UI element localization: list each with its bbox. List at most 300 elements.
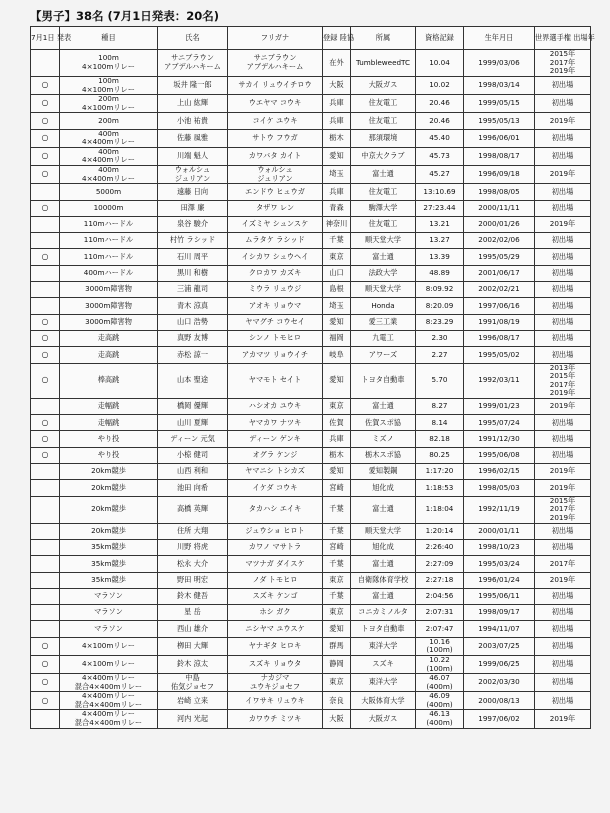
record-cell: 10.04: [416, 50, 464, 77]
name-cell: 真野 友博: [158, 330, 228, 346]
worlds-cell: 2019年: [535, 113, 591, 129]
announced-mark: ○: [31, 129, 60, 147]
header-cell: フリガナ: [228, 27, 323, 50]
event-cell: 110mハードル: [60, 233, 158, 249]
table-row: [31, 415, 591, 431]
name-cell: 川端 魁人: [158, 147, 228, 165]
worlds-cell: 初出場: [535, 621, 591, 637]
worlds-cell: 初出場: [535, 674, 591, 692]
event-cell: 400mハードル: [60, 265, 158, 281]
table-row: [31, 347, 591, 363]
event-cell: やり投: [60, 447, 158, 463]
table-row: [31, 166, 591, 184]
team-cell: 順天堂大学: [351, 233, 416, 249]
table-row: [31, 77, 591, 95]
kana-cell: ハシオカ ユウキ: [228, 398, 323, 414]
announced-mark: [31, 621, 60, 637]
birth-date-cell: 1991/08/19: [464, 314, 535, 330]
association-cell: 兵庫: [323, 95, 351, 113]
team-cell: 富士通: [351, 496, 416, 523]
team-cell: Honda: [351, 298, 416, 314]
header-cell: 種目: [60, 27, 158, 50]
kana-cell: スズキ ケンゴ: [228, 588, 323, 604]
team-cell: 富士通: [351, 249, 416, 265]
table-row: [31, 200, 591, 216]
worlds-cell: 初出場: [535, 129, 591, 147]
table-row: [31, 233, 591, 249]
birth-date-cell: 2000/01/11: [464, 523, 535, 539]
announced-mark: [31, 282, 60, 298]
name-cell: 山川 夏輝: [158, 415, 228, 431]
name-cell: 山口 浩勢: [158, 314, 228, 330]
team-cell: 住友電工: [351, 216, 416, 232]
kana-cell: アオキ リョウマ: [228, 298, 323, 314]
event-cell: 20km競歩: [60, 464, 158, 480]
name-cell: 山本 聖途: [158, 363, 228, 398]
record-cell: 1:18:04: [416, 496, 464, 523]
event-cell: 35km競歩: [60, 539, 158, 555]
association-cell: 神奈川: [323, 216, 351, 232]
announced-mark: [31, 523, 60, 539]
worlds-cell: 初出場: [535, 184, 591, 200]
record-cell: 2:07:47: [416, 621, 464, 637]
worlds-cell: 初出場: [535, 637, 591, 655]
kana-cell: イズミヤ シュンスケ: [228, 216, 323, 232]
team-cell: 住友電工: [351, 95, 416, 113]
worlds-cell: 初出場: [535, 415, 591, 431]
record-cell: 13.27: [416, 233, 464, 249]
event-cell: 走高跳: [60, 330, 158, 346]
table-row: [31, 398, 591, 414]
record-cell: 13.21: [416, 216, 464, 232]
announced-mark: ○: [31, 249, 60, 265]
worlds-cell: 初出場: [535, 605, 591, 621]
kana-cell: サカイ リュウイチロウ: [228, 77, 323, 95]
announced-mark: [31, 233, 60, 249]
announced-mark: [31, 539, 60, 555]
name-cell: 村竹 ラシッド: [158, 233, 228, 249]
team-cell: 大阪体育大学: [351, 692, 416, 710]
association-cell: 岐阜: [323, 347, 351, 363]
worlds-cell: 2015年 2017年 2019年: [535, 496, 591, 523]
table-header-row: [31, 27, 591, 50]
record-cell: 20.46: [416, 95, 464, 113]
worlds-cell: 初出場: [535, 539, 591, 555]
announced-mark: [31, 398, 60, 414]
kana-cell: サトウ フウガ: [228, 129, 323, 147]
event-cell: 110mハードル: [60, 249, 158, 265]
record-cell: 8:09.92: [416, 282, 464, 298]
kana-cell: ジュウショ ヒロト: [228, 523, 323, 539]
kana-cell: ノダ トモヒロ: [228, 572, 323, 588]
table-row: [31, 330, 591, 346]
team-cell: TumbleweedTC: [351, 50, 416, 77]
table-row: [31, 692, 591, 710]
association-cell: 宮崎: [323, 539, 351, 555]
worlds-cell: 初出場: [535, 347, 591, 363]
event-cell: 3000m障害物: [60, 314, 158, 330]
announced-mark: ○: [31, 674, 60, 692]
table-body: [31, 50, 591, 729]
announced-mark: [31, 480, 60, 496]
birth-date-cell: 2002/02/06: [464, 233, 535, 249]
birth-date-cell: 2003/07/25: [464, 637, 535, 655]
announced-mark: ○: [31, 637, 60, 655]
event-cell: マラソン: [60, 588, 158, 604]
record-cell: 2.27: [416, 347, 464, 363]
worlds-cell: 2019年: [535, 464, 591, 480]
kana-cell: ナカジマ ユウキジョセフ: [228, 674, 323, 692]
record-cell: 8.14: [416, 415, 464, 431]
announced-mark: [31, 556, 60, 572]
event-cell: 100m 4×100mリレー: [60, 50, 158, 77]
event-cell: 走幅跳: [60, 415, 158, 431]
name-cell: ディーン 元気: [158, 431, 228, 447]
association-cell: 愛知: [323, 464, 351, 480]
table-row: [31, 314, 591, 330]
association-cell: 埼玉: [323, 298, 351, 314]
kana-cell: タカハシ エイキ: [228, 496, 323, 523]
team-cell: 順天堂大学: [351, 282, 416, 298]
worlds-cell: 初出場: [535, 588, 591, 604]
team-cell: 富士通: [351, 556, 416, 572]
team-cell: 住友電工: [351, 113, 416, 129]
announced-mark: ○: [31, 692, 60, 710]
record-cell: 2.30: [416, 330, 464, 346]
announced-mark: ○: [31, 330, 60, 346]
name-cell: 西山 雄介: [158, 621, 228, 637]
name-cell: 田澤 廉: [158, 200, 228, 216]
name-cell: 小椋 健司: [158, 447, 228, 463]
association-cell: 愛知: [323, 621, 351, 637]
birth-date-cell: 1992/03/11: [464, 363, 535, 398]
birth-date-cell: 2001/06/17: [464, 265, 535, 281]
birth-date-cell: 1999/03/06: [464, 50, 535, 77]
team-cell: 富士通: [351, 588, 416, 604]
team-cell: 旭化成: [351, 480, 416, 496]
announced-mark: ○: [31, 77, 60, 95]
announced-mark: [31, 464, 60, 480]
kana-cell: ヤマニシ トシカズ: [228, 464, 323, 480]
team-cell: 東洋大学: [351, 637, 416, 655]
record-cell: 2:27:09: [416, 556, 464, 572]
kana-cell: オグラ ケンジ: [228, 447, 323, 463]
association-cell: 千葉: [323, 588, 351, 604]
record-cell: 13:10.69: [416, 184, 464, 200]
table-row: [31, 621, 591, 637]
table-row: [31, 655, 591, 673]
association-cell: 群馬: [323, 637, 351, 655]
worlds-cell: 2017年: [535, 556, 591, 572]
name-cell: 野田 明宏: [158, 572, 228, 588]
team-cell: 住友電工: [351, 184, 416, 200]
event-cell: 400m 4×400mリレー: [60, 129, 158, 147]
table-row: [31, 431, 591, 447]
association-cell: 愛知: [323, 147, 351, 165]
record-cell: 1:18:53: [416, 480, 464, 496]
birth-date-cell: 1995/06/08: [464, 447, 535, 463]
team-cell: 大阪ガス: [351, 77, 416, 95]
team-cell: 東洋大学: [351, 674, 416, 692]
birth-date-cell: 1996/06/01: [464, 129, 535, 147]
record-cell: 48.89: [416, 265, 464, 281]
kana-cell: ウォルシュ ジュリアン: [228, 166, 323, 184]
name-cell: 川野 将虎: [158, 539, 228, 555]
worlds-cell: 2019年: [535, 572, 591, 588]
birth-date-cell: 1994/11/07: [464, 621, 535, 637]
name-cell: 泉谷 駿介: [158, 216, 228, 232]
association-cell: 東京: [323, 605, 351, 621]
record-cell: 46.13 (400m): [416, 710, 464, 728]
event-cell: 4×100mリレー: [60, 655, 158, 673]
event-cell: 20km競歩: [60, 496, 158, 523]
association-cell: 愛知: [323, 363, 351, 398]
header-cell: 生年月日: [464, 27, 535, 50]
association-cell: 千葉: [323, 233, 351, 249]
birth-date-cell: 1998/09/17: [464, 605, 535, 621]
record-cell: 2:07:31: [416, 605, 464, 621]
worlds-cell: 初出場: [535, 200, 591, 216]
kana-cell: ディーン ゲンキ: [228, 431, 323, 447]
event-cell: 走高跳: [60, 347, 158, 363]
kana-cell: カワバタ カイト: [228, 147, 323, 165]
worlds-cell: 2019年: [535, 710, 591, 728]
record-cell: 80.25: [416, 447, 464, 463]
table-row: [31, 674, 591, 692]
table-row: [31, 184, 591, 200]
event-cell: 4×400mリレー 混合4×400mリレー: [60, 710, 158, 728]
kana-cell: ミウラ リュウジ: [228, 282, 323, 298]
event-cell: 3000m障害物: [60, 298, 158, 314]
event-cell: 100m 4×100mリレー: [60, 77, 158, 95]
table-row: [31, 539, 591, 555]
table-row: [31, 637, 591, 655]
association-cell: 埼玉: [323, 166, 351, 184]
announced-mark: [31, 588, 60, 604]
team-cell: 大阪ガス: [351, 710, 416, 728]
association-cell: 静岡: [323, 655, 351, 673]
birth-date-cell: 1997/06/02: [464, 710, 535, 728]
worlds-cell: 初出場: [535, 298, 591, 314]
name-cell: 遠藤 日向: [158, 184, 228, 200]
table-row: [31, 556, 591, 572]
association-cell: 東京: [323, 572, 351, 588]
name-cell: 栁田 大輝: [158, 637, 228, 655]
announced-mark: ○: [31, 113, 60, 129]
kana-cell: マツナガ ダイスケ: [228, 556, 323, 572]
header-cell: 7月1日 発表: [31, 27, 60, 50]
team-cell: ミズノ: [351, 431, 416, 447]
announced-mark: ○: [31, 314, 60, 330]
team-cell: アワーズ: [351, 347, 416, 363]
table-row: [31, 50, 591, 77]
team-cell: コニカミノルタ: [351, 605, 416, 621]
association-cell: 千葉: [323, 523, 351, 539]
birth-date-cell: 1998/10/23: [464, 539, 535, 555]
kana-cell: イワサキ リュウキ: [228, 692, 323, 710]
table-row: [31, 282, 591, 298]
name-cell: 星 岳: [158, 605, 228, 621]
name-cell: サニブラウン アブデルハキーム: [158, 50, 228, 77]
association-cell: 愛知: [323, 314, 351, 330]
kana-cell: ヤナギタ ヒロキ: [228, 637, 323, 655]
worlds-cell: 初出場: [535, 314, 591, 330]
event-cell: 棒高跳: [60, 363, 158, 398]
table-row: [31, 588, 591, 604]
association-cell: 佐賀: [323, 415, 351, 431]
announced-mark: ○: [31, 200, 60, 216]
birth-date-cell: 1995/07/24: [464, 415, 535, 431]
worlds-cell: 初出場: [535, 265, 591, 281]
name-cell: 三浦 龍司: [158, 282, 228, 298]
association-cell: 兵庫: [323, 184, 351, 200]
birth-date-cell: 1995/03/24: [464, 556, 535, 572]
kana-cell: ホシ ガク: [228, 605, 323, 621]
table-row: [31, 129, 591, 147]
event-cell: 20km競歩: [60, 480, 158, 496]
team-cell: スズキ: [351, 655, 416, 673]
table-row: [31, 249, 591, 265]
association-cell: 宮崎: [323, 480, 351, 496]
birth-date-cell: 1996/08/17: [464, 330, 535, 346]
announced-mark: [31, 184, 60, 200]
announced-mark: [31, 710, 60, 728]
header-cell: 世界選手権 出場年: [535, 27, 591, 50]
team-cell: 旭化成: [351, 539, 416, 555]
record-cell: 5.70: [416, 363, 464, 398]
kana-cell: ムラタケ ラシッド: [228, 233, 323, 249]
team-cell: 自衛隊体育学校: [351, 572, 416, 588]
birth-date-cell: 2000/08/13: [464, 692, 535, 710]
event-cell: 200m: [60, 113, 158, 129]
kana-cell: ウエヤマ コウキ: [228, 95, 323, 113]
association-cell: 栃木: [323, 129, 351, 147]
association-cell: 在外: [323, 50, 351, 77]
kana-cell: エンドウ ヒュウガ: [228, 184, 323, 200]
table-row: [31, 298, 591, 314]
table-row: [31, 710, 591, 728]
association-cell: 兵庫: [323, 113, 351, 129]
team-cell: 愛知製鋼: [351, 464, 416, 480]
kana-cell: ヤマモト セイト: [228, 363, 323, 398]
event-cell: マラソン: [60, 605, 158, 621]
name-cell: ウォルシュ ジュリアン: [158, 166, 228, 184]
association-cell: 兵庫: [323, 431, 351, 447]
table-row: [31, 496, 591, 523]
header-cell: 所属: [351, 27, 416, 50]
record-cell: 8:23.29: [416, 314, 464, 330]
table-row: [31, 363, 591, 398]
event-cell: 400m 4×400mリレー: [60, 147, 158, 165]
worlds-cell: 2013年 2015年 2017年 2019年: [535, 363, 591, 398]
association-cell: 大阪: [323, 77, 351, 95]
kana-cell: イケダ コウキ: [228, 480, 323, 496]
kana-cell: クロカワ カズキ: [228, 265, 323, 281]
event-cell: 10000m: [60, 200, 158, 216]
announced-mark: [31, 216, 60, 232]
association-cell: 島根: [323, 282, 351, 298]
announced-mark: [31, 605, 60, 621]
record-cell: 82.18: [416, 431, 464, 447]
announced-mark: [31, 496, 60, 523]
team-cell: 法政大学: [351, 265, 416, 281]
kana-cell: スズキ リョウタ: [228, 655, 323, 673]
worlds-cell: 初出場: [535, 330, 591, 346]
name-cell: 鈴木 涼太: [158, 655, 228, 673]
kana-cell: カワウチ ミツキ: [228, 710, 323, 728]
header-cell: 登録 陸協: [323, 27, 351, 50]
record-cell: 45.27: [416, 166, 464, 184]
association-cell: 東京: [323, 249, 351, 265]
worlds-cell: 初出場: [535, 523, 591, 539]
birth-date-cell: 1995/05/13: [464, 113, 535, 129]
birth-date-cell: 1998/08/17: [464, 147, 535, 165]
athlete-table: [30, 26, 595, 729]
kana-cell: ヤマグチ コウセイ: [228, 314, 323, 330]
birth-date-cell: 1996/09/18: [464, 166, 535, 184]
worlds-cell: 初出場: [535, 692, 591, 710]
record-cell: 2:04:56: [416, 588, 464, 604]
name-cell: 山西 利和: [158, 464, 228, 480]
name-cell: 小池 祐貴: [158, 113, 228, 129]
team-cell: 那須環境: [351, 129, 416, 147]
name-cell: 赤松 諒一: [158, 347, 228, 363]
event-cell: 35km競歩: [60, 572, 158, 588]
birth-date-cell: 1991/12/30: [464, 431, 535, 447]
announced-mark: ○: [31, 655, 60, 673]
table-row: [31, 265, 591, 281]
worlds-cell: 初出場: [535, 249, 591, 265]
birth-date-cell: 1999/01/23: [464, 398, 535, 414]
name-cell: 鈴木 健吾: [158, 588, 228, 604]
name-cell: 黒川 和樹: [158, 265, 228, 281]
association-cell: 東京: [323, 674, 351, 692]
record-cell: 20.46: [416, 113, 464, 129]
name-cell: 石川 周平: [158, 249, 228, 265]
event-cell: やり投: [60, 431, 158, 447]
record-cell: 45.40: [416, 129, 464, 147]
association-cell: 青森: [323, 200, 351, 216]
worlds-cell: 初出場: [535, 77, 591, 95]
worlds-cell: 初出場: [535, 447, 591, 463]
announced-mark: ○: [31, 347, 60, 363]
team-cell: 駒澤大学: [351, 200, 416, 216]
header-cell: 氏名: [158, 27, 228, 50]
worlds-cell: 初出場: [535, 233, 591, 249]
event-cell: 35km競歩: [60, 556, 158, 572]
birth-date-cell: 1995/05/02: [464, 347, 535, 363]
table-row: [31, 572, 591, 588]
worlds-cell: 初出場: [535, 95, 591, 113]
announced-mark: [31, 50, 60, 77]
worlds-cell: 2015年 2017年 2019年: [535, 50, 591, 77]
record-cell: 8:20.09: [416, 298, 464, 314]
association-cell: 福岡: [323, 330, 351, 346]
table-row: [31, 113, 591, 129]
kana-cell: サニブラウン アブデルハキーム: [228, 50, 323, 77]
name-cell: 青木 涼真: [158, 298, 228, 314]
worlds-cell: 2019年: [535, 480, 591, 496]
announced-mark: ○: [31, 95, 60, 113]
worlds-cell: 2019年: [535, 398, 591, 414]
record-cell: 1:20:14: [416, 523, 464, 539]
association-cell: 千葉: [323, 496, 351, 523]
birth-date-cell: 1995/05/29: [464, 249, 535, 265]
birth-date-cell: 2000/11/11: [464, 200, 535, 216]
record-cell: 2:27:18: [416, 572, 464, 588]
event-cell: 4×100mリレー: [60, 637, 158, 655]
kana-cell: タザワ レン: [228, 200, 323, 216]
